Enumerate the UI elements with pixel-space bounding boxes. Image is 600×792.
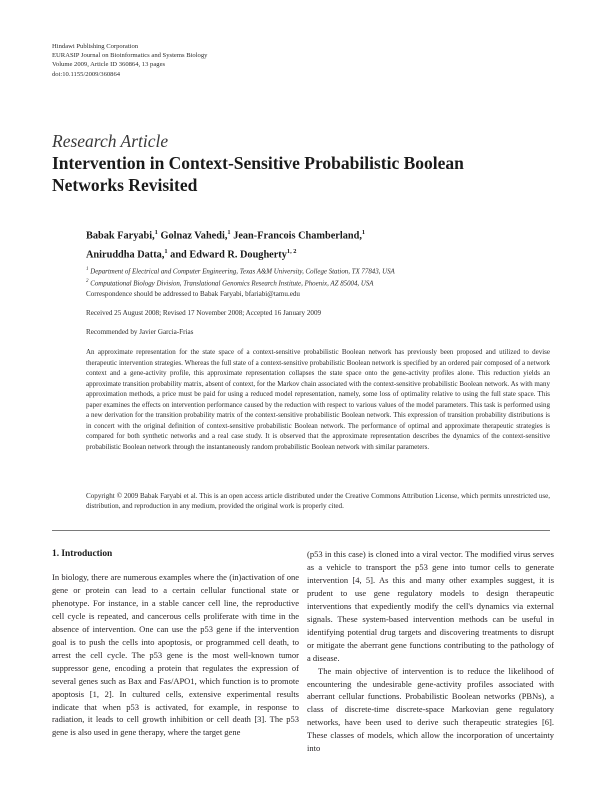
abstract: An approximate representation for the state space of a context-sensitive probabilistic Boolean network has previously been proposed and utilized to devise therapeutic intervention strategies. Whereas the full state of a context-sensitive probabilistic Boolean network is specified by an ordered pair composed of a network context and a gene-activity profile, this approximate representation collapses the state space onto the gene-activity profiles alone. This reduction yields an approximate transition probability matrix, absent of context, for the Markov chain associated with the context-sensitive probabilistic Boolean network. As with many approximation methods, a price must be paid for using a reduced model representation, namely, some loss of optimality relative to using the full state space. This paper examines the effects on intervention performance caused by the reduction with respect to various values of the model parameters. This task is performed using a new derivation for the transition probability matrix of the context-sensitive probabilistic Boolean network. This expression of transition probability distributions is in concert with the original definition of context-sensitive probabilistic Boolean network. The performance of optimal and approximate therapeutic strategies is compared for both synthetic networks and a real case study. It is observed that the approximate representation describes the dynamics of the context-sensitive probabilistic Boolean network through the instantaneously random probabilistic Boolean network with similar parameters. [86, 348, 550, 451]
right-column [307, 548, 554, 755]
author-name: Babak Faryabi, [86, 230, 155, 242]
affiliation-text: Computational Biology Division, Translational Genomics Research Institute, Phoenix, AZ 85004, USA [90, 280, 374, 288]
author-affil-mark: 1 [361, 229, 366, 236]
left-column [52, 548, 299, 739]
body-paragraph: The main objective of intervention is to reduce the likelihood of encountering the undesirable gene-activity profiles associated with aberrant cellular functions. Probabilistic Boolean networks (PBNs), a class of discrete-time discrete-space Markovian gene regulatory networks, have been used to derive such therapeutic strategies [6]. These classes of models, which allow the incorporation of uncertainty into [307, 665, 554, 754]
journal-header [52, 42, 207, 79]
section-divider [52, 530, 550, 531]
author-affil-mark: 1 [164, 248, 168, 256]
author-name: Aniruddha Datta, [86, 249, 165, 261]
author-affil-mark: 1, 2 [286, 248, 297, 256]
author-affil-mark: 1 [154, 229, 158, 236]
author-name: Jean-Francois Chamberland, [233, 230, 362, 242]
article-type: Research Article [52, 131, 169, 151]
doi-line: doi:10.1155/2009/360864 [52, 70, 121, 78]
body-paragraph: In biology, there are numerous examples where the (in)activation of one gene or protein can lead to a certain cellular functional state or phenotype. For instance, in a stable cancer cell line, the reproductive cell cycle is repeated, and cancerous cells proliferate with time in the absence of intervention. One can use the p53 gene if the intervention goal is to push the cells into apoptosis, or programmed cell death, to arrest the cell cycle. The p53 gene is the most well-known tumor suppressor gene, encoding a protein that regulates the expression of several genes such as Bax and Fas/APO1, which function is to promote apoptosis [1, 2]. In cultured cells, extensive experimental results indicate that when p53 is activated, for example, in response to radiation, it leads to cell growth inhibition or cell death [3]. The p53 gene is also used in gene therapy, where the target gene [52, 572, 299, 738]
body-paragraph: (p53 in this case) is cloned into a viral vector. The modified virus serves as a vehicle to transport the p53 gene into tumor cells to generate intervention [4, 5]. As this and many other examples suggest, it is prudent to use gene regulatory models to design therapeutic interventions that expediently modify the cell's dynamics via external signals. These system-based intervention methods can be useful in identifying potential drug targets and discovering treatments to disrupt or mitigate the aberrant gene functions contributing to the pathology of a disease. [307, 549, 554, 663]
volume-line: Volume 2009, Article ID 360864, 13 pages [52, 61, 166, 69]
dates-line: Received 25 August 2008; Revised 17 November 2008; Accepted 16 January 2009 [86, 309, 322, 317]
affiliations [86, 265, 546, 289]
publisher-line: Hindawi Publishing Corporation [52, 43, 139, 50]
author-name: and Edward R. Dougherty [170, 249, 287, 261]
correspondence-line: Correspondence should be addressed to Babak Faryabi, bfariabi@tamu.edu [86, 290, 300, 298]
author-name: Golnaz Vahedi, [160, 230, 228, 242]
author-list [86, 225, 546, 263]
affiliation-line [86, 277, 546, 289]
affiliation-mark: 1 [86, 267, 89, 272]
journal-line: EURASIP Journal on Bioinformatics and Systems Biology [52, 52, 208, 60]
affiliation-line [86, 265, 546, 277]
affiliation-mark: 2 [86, 279, 89, 285]
section-heading: 1. Introduction [52, 549, 113, 559]
paper-title: Intervention in Context-Sensitive Probabilistic Boolean Networks Revisited [52, 153, 464, 195]
affiliation-text: Department of Electrical and Computer Engineering, Texas A&M University, College Station, TX 77843, USA [90, 268, 395, 276]
author-affil-mark: 1 [227, 229, 231, 236]
recommended-line: Recommended by Javier Garcia-Frias [86, 328, 194, 336]
copyright-notice: Copyright © 2009 Babak Faryabi et al. This is an open access article distributed under the Creative Commons Attribution License, which permits unrestricted use, distribution, and reproduction in any medium, provided the original work is properly cited. [86, 492, 550, 511]
